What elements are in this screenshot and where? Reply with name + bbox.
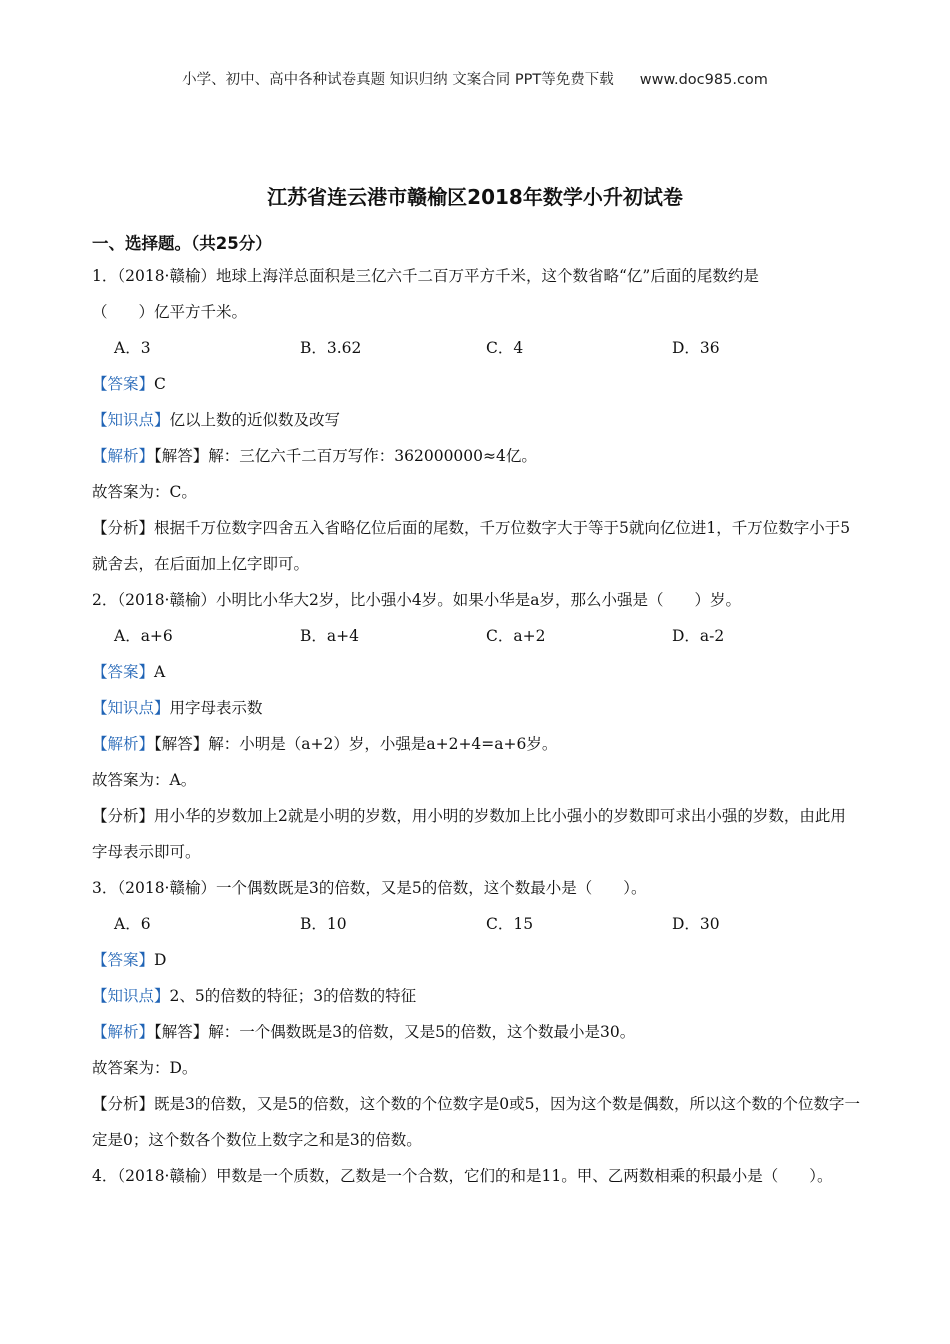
analysis-line [92, 726, 860, 762]
header-text: 小学、初中、高中各种试卷真题 知识归纳 文案合同 PPT等免费下载 [182, 72, 614, 88]
answer-value: D [154, 951, 167, 969]
answer-line [92, 942, 860, 978]
page-header [0, 68, 950, 89]
question-stem-cont: （ ）亿平方千米。 [92, 303, 248, 321]
option-b: B．3.62 [300, 339, 362, 357]
answer-value: A [154, 663, 166, 681]
fenxi-paragraph: 【分析】用小华的岁数加上2就是小明的岁数，用小明的岁数加上比小强小的岁数即可求出小强的岁数，由此用字母表示即可。 [92, 807, 846, 861]
question-3 [92, 870, 860, 1158]
option-d: D．30 [672, 915, 720, 933]
answer-tag: 【答案】 [92, 375, 155, 393]
question-4 [92, 1158, 860, 1194]
option-d: D．36 [672, 339, 720, 357]
analysis-line [92, 1014, 860, 1050]
knowledge-tag: 【知识点】 [92, 699, 170, 717]
option-a: A．a+6 [114, 627, 173, 645]
options-row [92, 906, 860, 942]
option-b: B．a+4 [300, 627, 359, 645]
answer-tag: 【答案】 [92, 951, 155, 969]
conclusion-line: 故答案为：D。 [92, 1059, 198, 1077]
option-a: A．6 [114, 915, 151, 933]
knowledge-tag: 【知识点】 [92, 411, 170, 429]
knowledge-value: 用字母表示数 [169, 699, 263, 717]
header-url[interactable]: www.doc985.com [639, 72, 768, 88]
analysis-value: 【解答】解：小明是（a+2）岁，小强是a+2+4=a+6岁。 [154, 735, 558, 753]
knowledge-value: 亿以上数的近似数及改写 [169, 411, 341, 429]
analysis-tag: 【解析】 [92, 447, 155, 465]
fenxi-paragraph: 【分析】既是3的倍数，又是5的倍数，这个数的个位数字是0或5，因为这个数是偶数，所以这个数的个位数字一定是0；这个数各个数位上数字之和是3的倍数。 [92, 1095, 860, 1149]
analysis-value: 【解答】解：一个偶数既是3的倍数，又是5的倍数，这个数最小是30。 [154, 1023, 636, 1041]
option-c: C．a+2 [486, 627, 546, 645]
options-row [92, 330, 860, 366]
question-stem: 4．（2018·赣榆）甲数是一个质数，乙数是一个合数，它们的和是11。甲、乙两数相乘的积最小是（ ）。 [92, 1167, 833, 1185]
question-stem: 2．（2018·赣榆）小明比小华大2岁，比小强小4岁。如果小华是a岁，那么小强是（ ）岁。 [92, 591, 741, 609]
fenxi-paragraph: 【分析】根据千万位数字四舍五入省略亿位后面的尾数，千万位数字大于等于5就向亿位进1，千万位数字小于5就舍去，在后面加上亿字即可。 [92, 519, 851, 573]
knowledge-value: 2、5的倍数的特征；3的倍数的特征 [169, 987, 417, 1005]
knowledge-line [92, 402, 860, 438]
document-body [92, 230, 860, 1194]
answer-line [92, 654, 860, 690]
question-stem: 3．（2018·赣榆）一个偶数既是3的倍数，又是5的倍数，这个数最小是（ ）。 [92, 879, 647, 897]
analysis-line [92, 438, 860, 474]
conclusion-line: 故答案为：A。 [92, 771, 197, 789]
knowledge-tag: 【知识点】 [92, 987, 170, 1005]
analysis-tag: 【解析】 [92, 735, 155, 753]
page-title: 江苏省连云港市赣榆区2018年数学小升初试卷 [267, 185, 683, 209]
analysis-tag: 【解析】 [92, 1023, 155, 1041]
option-c: C．4 [486, 339, 524, 357]
section-heading: 一、选择题。（共25分） [92, 234, 272, 253]
option-d: D．a-2 [672, 627, 725, 645]
analysis-value: 【解答】解：三亿六千二百万写作：362000000≈4亿。 [154, 447, 537, 465]
answer-value: C [154, 375, 166, 393]
question-1 [92, 258, 860, 582]
knowledge-line [92, 978, 860, 1014]
question-2 [92, 582, 860, 870]
option-b: B．10 [300, 915, 347, 933]
option-a: A．3 [114, 339, 151, 357]
answer-tag: 【答案】 [92, 663, 155, 681]
conclusion-line: 故答案为：C。 [92, 483, 197, 501]
options-row [92, 618, 860, 654]
question-stem: 1．（2018·赣榆）地球上海洋总面积是三亿六千二百万平方千米，这个数省略“亿”后面的尾数约是 [92, 267, 759, 285]
knowledge-line [92, 690, 860, 726]
answer-line [92, 366, 860, 402]
option-c: C．15 [486, 915, 534, 933]
